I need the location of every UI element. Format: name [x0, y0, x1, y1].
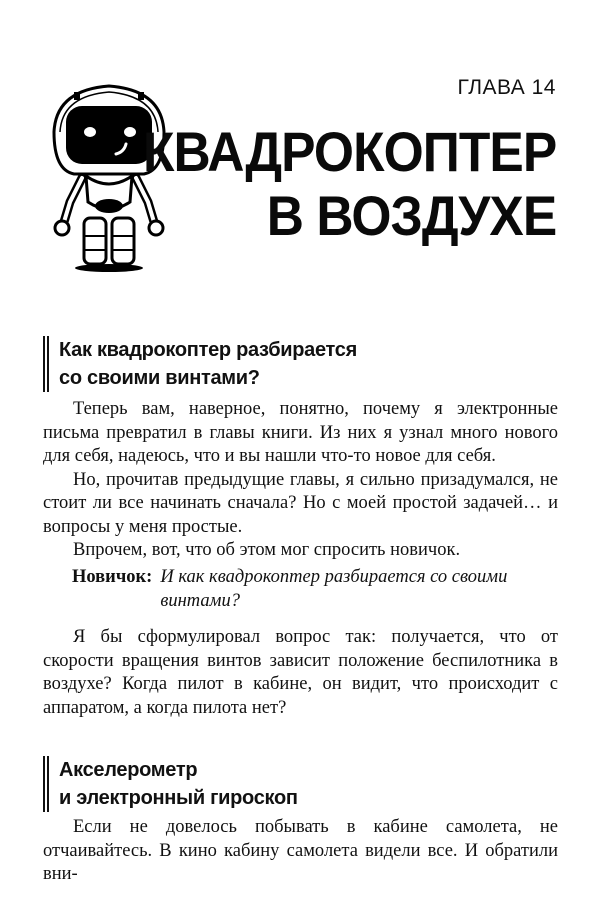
chapter-number: ГЛАВА 14 [457, 76, 556, 99]
section-2-body [43, 816, 558, 887]
heading-line: Как квадрокоптер разбирается [59, 339, 357, 361]
chapter-title-line-1: КВАДРОКОПТЕР [142, 120, 556, 183]
dialog-text: И как квадрокоптер разбирается со своими винтами? [160, 567, 508, 611]
section-heading-2 [43, 756, 298, 812]
dialog-line [72, 566, 558, 613]
paragraph: Впрочем, вот, что об этом мог спросить новичок. [73, 540, 461, 560]
heading-line: Акселерометр [59, 759, 198, 781]
heading-bar-icon [43, 756, 49, 812]
heading-line: и электронный гироскоп [59, 787, 298, 809]
section-1-body [43, 398, 558, 563]
paragraph: Я бы сформулировал вопрос так: получается, что от скорости вращения винтов зависит положение беспилотника в воздухе? Когда пилот в кабине, он видит, что происходит с аппаратом, а когда пилота нет? [43, 627, 558, 718]
paragraph: Теперь вам, наверное, понятно, почему я электронные письма превратил в главы книги. Из них я узнал много нового для себя, надеюсь, что и вы нашли что-то новое для себя. [43, 399, 558, 466]
section-1-after-dialog [43, 626, 558, 720]
paragraph: Если не довелось побывать в кабине самолета, не отчаивайтесь. В кино кабину самолета видели все. И обратили вни- [43, 817, 558, 884]
heading-line: со своими винтами? [59, 367, 260, 389]
dialog-speaker: Новичок: [72, 567, 153, 587]
chapter-title [143, 120, 556, 248]
paragraph: Но, прочитав предыдущие главы, я сильно призадумался, не стоит ли все начинать сначала? Но с моей простой задачей… и вопросы у меня простые. [43, 469, 558, 537]
section-heading-1 [43, 336, 357, 392]
heading-bar-icon [43, 336, 49, 392]
chapter-title-line-2: В ВОЗДУХЕ [266, 184, 556, 247]
